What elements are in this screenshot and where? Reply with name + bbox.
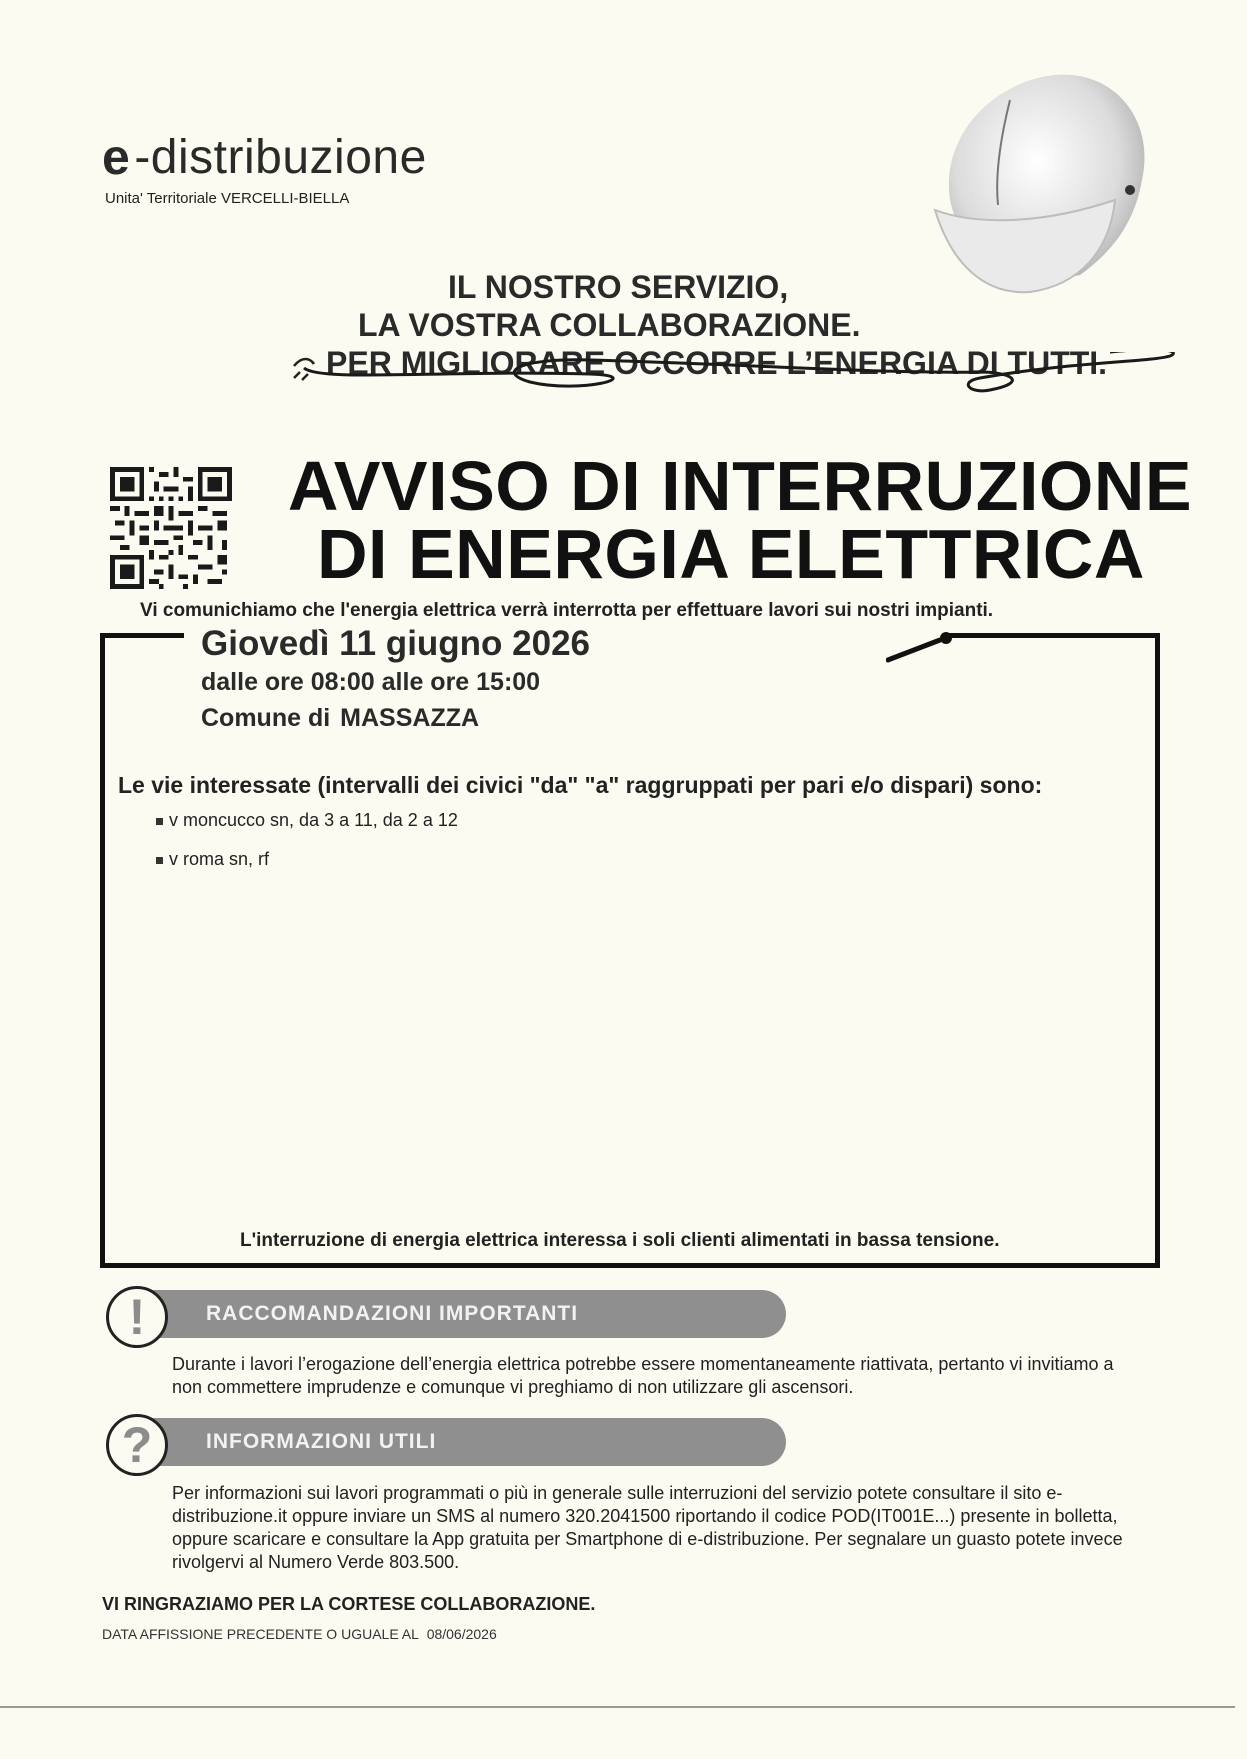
cable-decoration (290, 352, 1190, 432)
plug-icon (886, 628, 958, 668)
page-title (240, 447, 1240, 593)
recommendations-text: Durante i lavori l’erogazione dell’energia elettrica potrebbe essere momentaneamente riattivata, pertanto vi invitiamo a non commettere imprudenze e comunque vi preghiamo di non utilizzare gli ascensori. (172, 1354, 1114, 1397)
info-text: Per informazioni sui lavori programmati o più in generale sulle interruzioni del servizio potete consultare il sito e-distribuzione.it oppure inviare un SMS al numero 320.2041500 riportando il codice POD(IT001E...) presente in bolletta, oppure scaricare e consultare la App gratuita per Smartphone di e-distribuzione. Per segnalare un guasto potete invece rivolgervi al Numero Verde 803.500. (172, 1483, 1123, 1572)
logo-text: -distribuzione (134, 130, 427, 184)
info-title: INFORMAZIONI UTILI (206, 1430, 437, 1453)
bottom-rule (0, 1706, 1235, 1708)
notice-box-top-left (100, 633, 184, 638)
slogan-line-3: PER MIGLIORARE OCCORRE L’ENERGIA DI TUTTI. (326, 345, 1108, 381)
recommendations-title: RACCOMANDAZIONI IMPORTANTI (206, 1302, 579, 1325)
title-line-1: AVVISO DI INTERRUZIONE (287, 447, 1193, 525)
affixion-date (102, 1626, 497, 1642)
question-icon: ? (106, 1414, 168, 1476)
slogan-line-2: LA VOSTRA COLLABORAZIONE. (358, 307, 861, 343)
comune-label: Comune di (201, 704, 331, 732)
street-text: v roma sn, rf (169, 849, 270, 869)
title-line-2: DI ENERGIA ELETTRICA (317, 515, 1145, 593)
interruption-date: Giovedì 11 giugno 2026 (201, 624, 591, 663)
slogan-line-1: IL NOSTRO SERVIZIO, (448, 269, 789, 305)
territorial-unit: Unita' Territoriale VERCELLI-BIELLA (105, 190, 350, 207)
logo-mark: e (102, 129, 131, 185)
list-item (156, 849, 269, 870)
interruption-hours: dalle ore 08:00 alle ore 15:00 (201, 668, 541, 696)
comune (201, 704, 479, 733)
bullet-icon (156, 818, 163, 825)
exclamation-icon: ! (106, 1286, 168, 1348)
affix-date: 08/06/2026 (426, 1626, 497, 1642)
info-header (160, 1418, 786, 1466)
qr-code (110, 467, 232, 589)
affix-label: DATA AFFISSIONE PRECEDENTE O UGUALE AL (102, 1626, 419, 1642)
recommendations-header (160, 1290, 786, 1338)
street-text: v moncucco sn, da 3 a 11, da 2 a 12 (169, 810, 458, 830)
streets-heading: Le vie interessate (intervalli dei civici "da" "a" raggruppati per pari e/o dispari) sono: (118, 772, 1043, 798)
bullet-icon (156, 857, 163, 864)
notice-box-top-right (946, 633, 1160, 638)
intro-text: Vi comunichiamo che l'energia elettrica verrà interrotta per effettuare lavori sui nostri impianti. (140, 600, 994, 621)
helmet-illustration (880, 60, 1160, 330)
thanks-text: VI RINGRAZIAMO PER LA CORTESE COLLABORAZIONE. (102, 1594, 596, 1614)
low-voltage-note: L'interruzione di energia elettrica interessa i soli clienti alimentati in bassa tensione. (240, 1230, 1000, 1251)
list-item (156, 810, 458, 831)
comune-name: MASSAZZA (340, 704, 480, 732)
company-logo (102, 128, 427, 186)
